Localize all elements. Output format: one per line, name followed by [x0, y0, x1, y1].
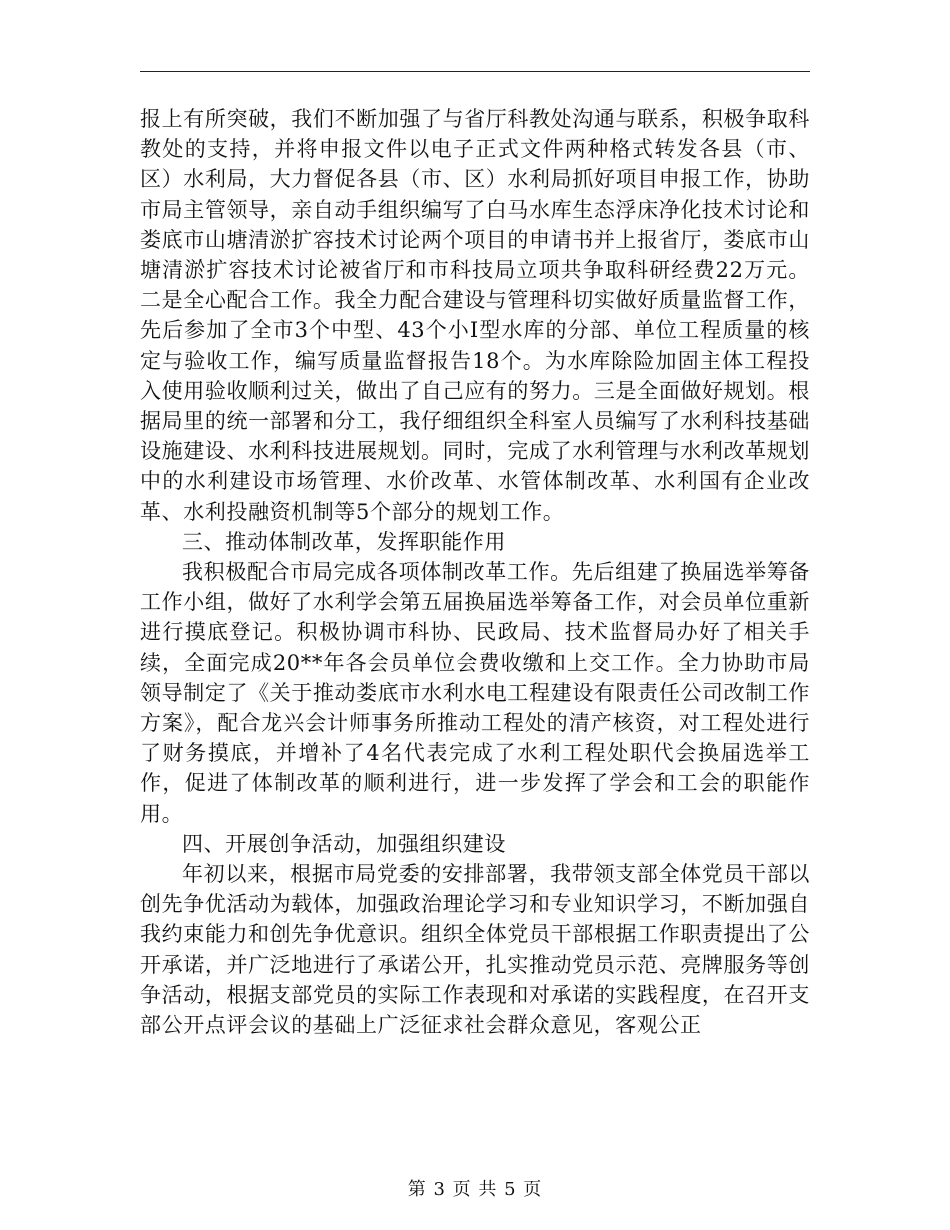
paragraph-section-4: 年初以来，根据市局党委的安排部署，我带领支部全体党员干部以创先争优活动为载体，加强政治理论学习和专业知识学习，不断加强自我约束能力和创先争优意识。组织全体党员干部根据工作职责提出了公开承诺，并广泛地进行了承诺公开，扎实推动党员示范、亮牌服务等创争活动，根据支部党员的实际工作表现和对承诺的实践程度，在召开支部公开点评会议的基础上广泛征求社会群众意见，客观公正: [140, 862, 810, 1038]
section-heading-3: 三、推动体制改革，发挥职能作用: [182, 529, 506, 554]
header-rule: [140, 71, 810, 72]
section-heading-4: 四、开展创争活动，加强组织建设: [182, 831, 506, 856]
paragraph-continuation: 报上有所突破，我们不断加强了与省厅科教处沟通与联系，积极争取科教处的支持，并将申报文件以电子正式文件两种格式转发各县（市、区）水利局，大力督促各县（市、区）水利局抓好项目申报工作，协助市局主管领导，亲自动手组织编写了白马水库生态浮床净化技术讨论和娄底市山塘清淤扩容技术讨论两个项目的申请书并上报省厅，娄底市山塘清淤扩容技术讨论被省厅和市科技局立项共争取科研经费22万元。二是全心配合工作。我全力配合建设与管理科切实做好质量监督工作，先后参加了全市3个中型、43个小Ⅰ型水库的分部、单位工程质量的核定与验收工作，编写质量监督报告18个。为水库除险加固主体工程投入使用验收顺利过关，做出了自己应有的努力。三是全面做好规划。根据局里的统一部署和分工，我仔细组织全科室人员编写了水利科技基础设施建设、水利科技进展规划。同时，完成了水利管理与水利改革规划中的水利建设市场管理、水价改革、水管体制改革、水利国有企业改革、水利投融资机制等5个部分的规划工作。: [140, 107, 810, 524]
page-number-footer: 第 3 页 共 5 页: [407, 1179, 543, 1200]
document-body: [140, 104, 810, 1040]
paragraph-section-3: 我积极配合市局完成各项体制改革工作。先后组建了换届选举筹备工作小组，做好了水利学会第五届换届选举筹备工作，对会员单位重新进行摸底登记。积极协调市科协、民政局、技术监督局办好了相关手续，全面完成20**年各会员单位会费收缴和上交工作。全力协助市局领导制定了《关于推动娄底市水利水电工程建设有限责任公司改制工作方案》，配合龙兴会计师事务所推动工程处的清产核资，对工程处进行了财务摸底，并增补了4名代表完成了水利工程处职代会换届选举工作，促进了体制改革的顺利进行，进一步发挥了学会和工会的职能作用。: [140, 560, 810, 826]
